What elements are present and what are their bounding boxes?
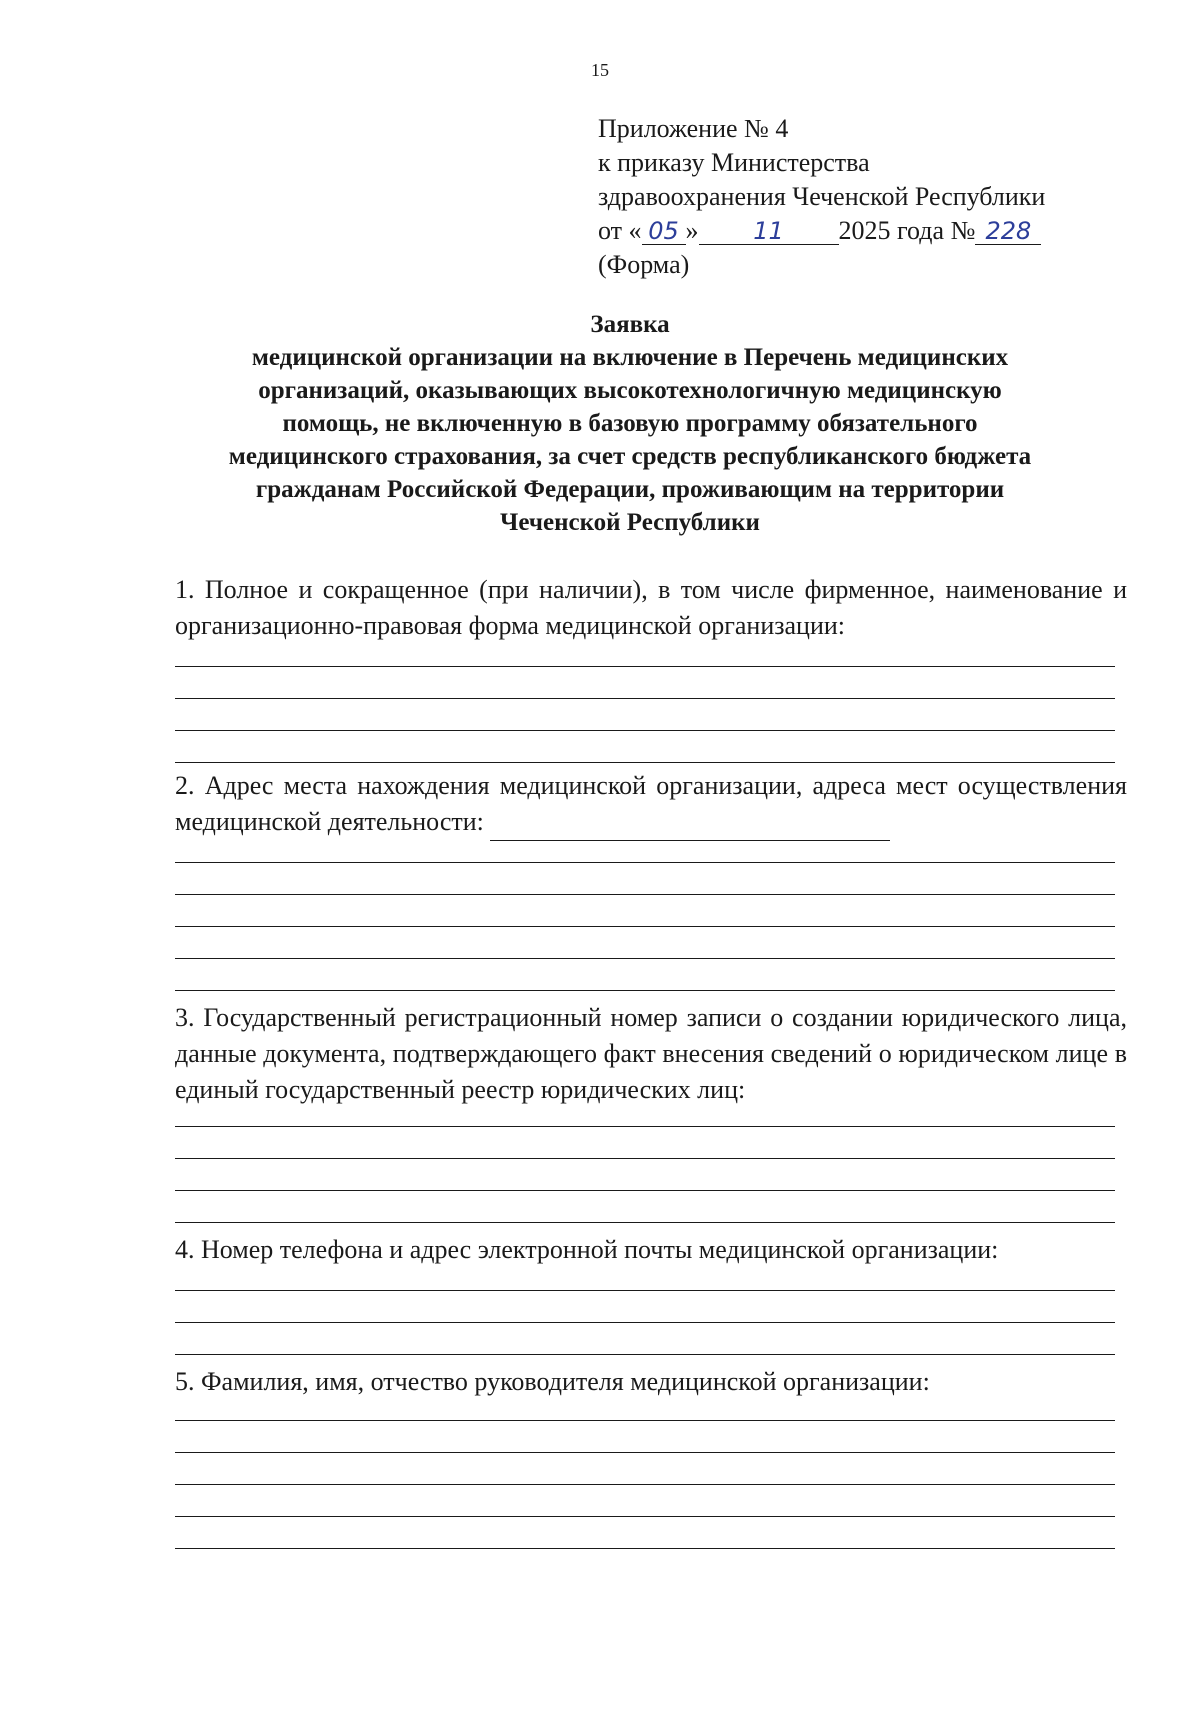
appendix-header bbox=[598, 112, 1045, 282]
day-field[interactable] bbox=[642, 214, 686, 245]
section-5-text: 5. Фамилия, имя, отчество руководителя медицинской организации: bbox=[175, 1367, 930, 1396]
section-2-blank-line[interactable] bbox=[175, 862, 1115, 863]
section-4-blank-line[interactable] bbox=[175, 1290, 1115, 1291]
section-4-text: 4. Номер телефона и адрес электронной почты медицинской организации: bbox=[175, 1235, 999, 1264]
section-2-blank-line[interactable] bbox=[175, 894, 1115, 895]
section-1-text: 1. Полное и сокращенное (при наличии), в том числе фирменное, наименование и организационно-правовая форма медицинской организации: bbox=[175, 575, 1127, 640]
section-1-blank-line[interactable] bbox=[175, 666, 1115, 667]
section-2-blank-line[interactable] bbox=[175, 926, 1115, 927]
section-5 bbox=[175, 1364, 1127, 1400]
section-2-inline-blank[interactable] bbox=[490, 804, 890, 841]
order-number-field[interactable] bbox=[975, 214, 1041, 245]
section-3-blank-line[interactable] bbox=[175, 1222, 1115, 1223]
section-3-blank-line[interactable] bbox=[175, 1190, 1115, 1191]
section-2-text: 2. Адрес места нахождения медицинской организации, адреса мест осуществления медицинской деятельности: bbox=[175, 771, 1127, 836]
section-3-text: 3. Государственный регистрационный номер записи о создании юридического лица, данные документа, подтверждающего факт внесения сведений о юридическом лице в единый государственный реестр юридических лиц: bbox=[175, 1003, 1127, 1104]
section-1 bbox=[175, 572, 1127, 644]
title-heading: Заявка bbox=[590, 311, 670, 338]
section-4-blank-line[interactable] bbox=[175, 1354, 1115, 1355]
page-number: 15 bbox=[591, 60, 609, 80]
appendix-number: Приложение № 4 bbox=[598, 114, 789, 143]
application-title bbox=[160, 308, 1100, 539]
date-prefix: от « bbox=[598, 216, 642, 245]
section-2-blank-line[interactable] bbox=[175, 958, 1115, 959]
section-5-blank-line[interactable] bbox=[175, 1452, 1115, 1453]
title-line-2: организаций, оказывающих высокотехнологичную медицинскую bbox=[258, 377, 1002, 404]
section-5-blank-line[interactable] bbox=[175, 1516, 1115, 1517]
section-4-blank-line[interactable] bbox=[175, 1322, 1115, 1323]
month-handwritten: 11 bbox=[753, 217, 784, 245]
appendix-ministry: здравоохранения Чеченской Республики bbox=[598, 182, 1046, 211]
section-3-blank-line[interactable] bbox=[175, 1126, 1115, 1127]
section-1-blank-line[interactable] bbox=[175, 698, 1115, 699]
form-label: (Форма) bbox=[598, 250, 690, 279]
title-line-3: помощь, не включенную в базовую программу обязательного bbox=[282, 410, 978, 437]
section-5-blank-line[interactable] bbox=[175, 1484, 1115, 1485]
title-line-1: медицинской организации на включение в Перечень медицинских bbox=[251, 344, 1009, 371]
section-4 bbox=[175, 1232, 1127, 1268]
section-1-blank-line[interactable] bbox=[175, 762, 1115, 763]
section-2 bbox=[175, 768, 1127, 841]
appendix-date-line bbox=[598, 214, 1045, 248]
month-field[interactable] bbox=[699, 214, 839, 245]
section-3-blank-line[interactable] bbox=[175, 1158, 1115, 1159]
title-line-4: медицинского страхования, за счет средств республиканского бюджета bbox=[228, 443, 1032, 470]
appendix-order-ref: к приказу Министерства bbox=[598, 148, 870, 177]
section-1-blank-line[interactable] bbox=[175, 730, 1115, 731]
title-line-6: Чеченской Республики bbox=[500, 509, 760, 536]
number-handwritten: 228 bbox=[985, 217, 1032, 245]
title-line-5: гражданам Российской Федерации, проживающим на территории bbox=[255, 476, 1005, 503]
section-5-blank-line[interactable] bbox=[175, 1420, 1115, 1421]
year-text: 2025 года № bbox=[838, 216, 976, 245]
section-2-blank-line[interactable] bbox=[175, 990, 1115, 991]
day-handwritten: 05 bbox=[648, 217, 679, 245]
date-mid: » bbox=[685, 216, 699, 245]
section-3 bbox=[175, 1000, 1127, 1108]
section-5-blank-line[interactable] bbox=[175, 1548, 1115, 1549]
